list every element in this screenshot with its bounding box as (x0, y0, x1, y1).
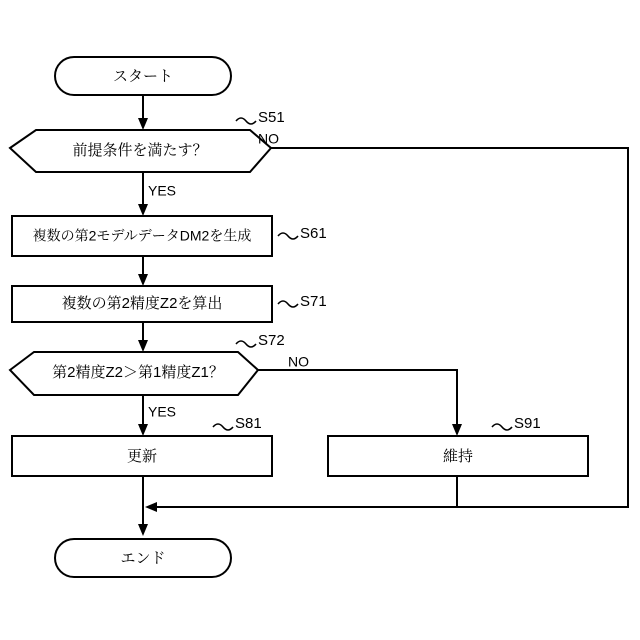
node-s81-label: 更新 (126, 447, 158, 465)
step-label-s71: S71 (300, 292, 327, 310)
node-s72[interactable] (10, 352, 258, 395)
edge-s72-no-to-s91 (258, 370, 462, 436)
node-s61-label: 複数の第2モデルデータDM2を生成 (32, 227, 252, 244)
node-s91-label: 維持 (442, 447, 474, 465)
node-s51[interactable] (10, 130, 271, 172)
node-s51-label: 前提条件を満たす？ (72, 141, 208, 159)
step-callout-s61 (278, 225, 327, 242)
step-label-s91: S91 (514, 414, 541, 432)
edge-label-s72-no: NO (288, 353, 309, 370)
step-label-s61: S61 (300, 224, 327, 242)
node-s72-label: 第2精度Z2＞第1精度Z1？ (52, 363, 224, 381)
edge-s61-to-s71 (138, 256, 148, 286)
edge-s71-to-s72 (138, 320, 148, 352)
step-label-s51: S51 (258, 108, 285, 126)
node-s61[interactable] (12, 216, 272, 256)
step-callout-s51 (236, 109, 285, 126)
step-label-s81: S81 (235, 414, 262, 432)
step-callout-s72 (236, 332, 285, 349)
node-s91[interactable] (328, 436, 588, 476)
edge-s81-to-end (138, 476, 148, 536)
step-callout-s81 (213, 415, 262, 432)
edge-label-s51-no: NO (258, 130, 279, 147)
node-s71-label: 複数の第2精度Z2を算出 (61, 294, 223, 312)
edge-start-to-s51 (138, 95, 148, 130)
step-callout-s71 (278, 293, 327, 310)
edge-s72-to-s81 (138, 395, 148, 436)
node-end[interactable] (55, 539, 231, 577)
node-s71[interactable] (12, 286, 272, 322)
node-start-label: スタート (112, 67, 174, 85)
edge-s51-to-s61 (138, 172, 148, 216)
node-s81[interactable] (12, 436, 272, 476)
edge-label-s72-yes: YES (148, 403, 177, 420)
step-label-s72: S72 (258, 331, 285, 349)
step-callout-s91 (492, 415, 541, 432)
edge-label-s51-yes: YES (148, 182, 177, 199)
node-start[interactable] (55, 57, 231, 95)
node-end-label: エンド (120, 549, 166, 567)
